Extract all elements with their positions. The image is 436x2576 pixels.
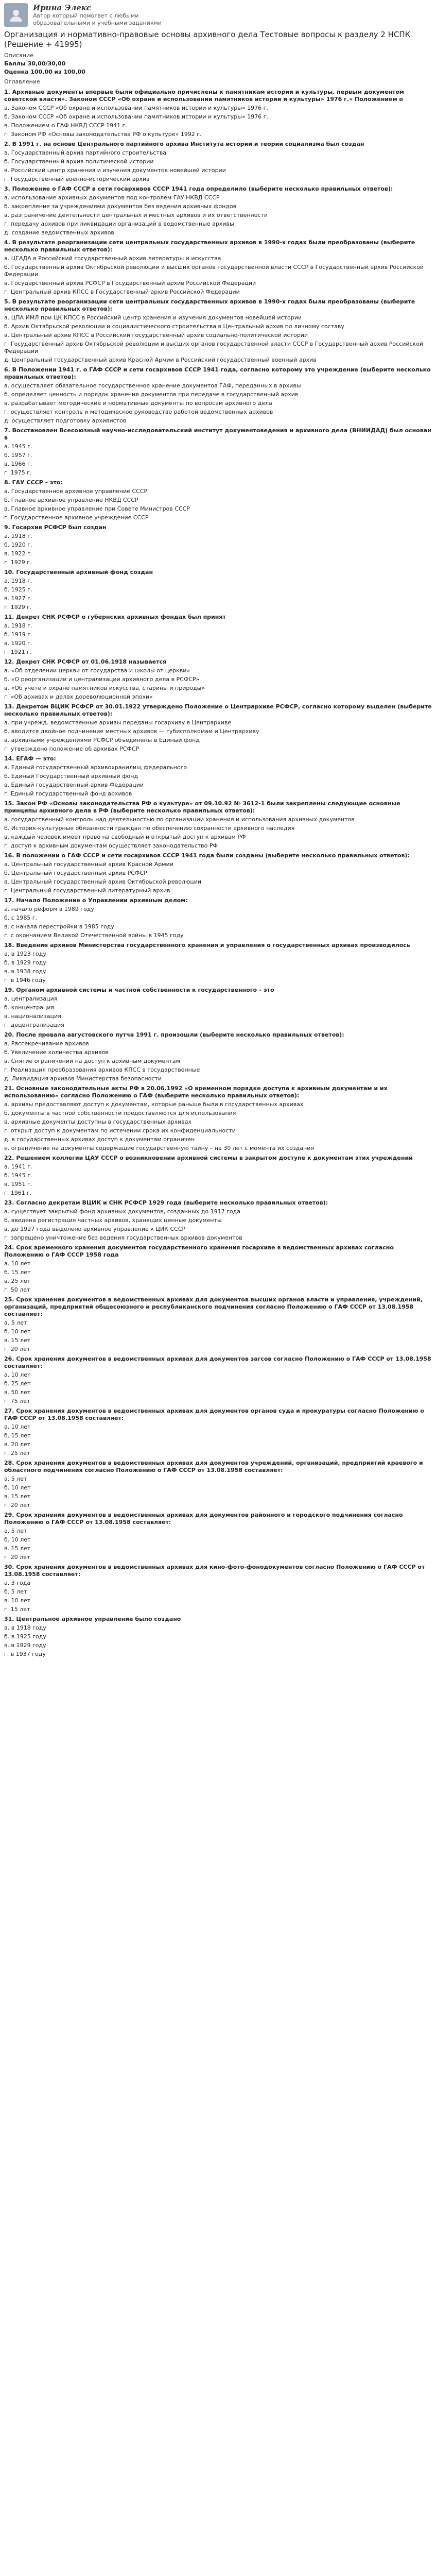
answer-option: г. Государственное архивное учреждение СССР [4, 514, 149, 521]
answer-option: г. 1921 г. [4, 649, 32, 655]
answer-option: г. в 1946 году [4, 977, 46, 984]
answer-option: б. закрепление за учреждениями документов без ведения архивных фондов [4, 203, 237, 210]
answer-option: г. 1929 г. [4, 559, 32, 566]
answer-option: б. 15 лет [4, 1269, 31, 1276]
answer-option: в. Российский центр хранения и изучения документов новейшей истории [4, 167, 226, 174]
answer-option: а. 1941 г. [4, 1163, 32, 1170]
answer-option: г. Единый государственный фонд архивов [4, 790, 132, 797]
answer-option: а. 5 лет [4, 1528, 27, 1534]
question-item [4, 703, 432, 753]
answer-option: б. концентрация [4, 1004, 55, 1011]
answer-option: а. Государственное архивное управление СССР [4, 488, 148, 495]
answer-option: б. Архив Октябрьской революции и социалистического строительства в Центральный архив по личному составу [4, 323, 344, 330]
question-item [4, 1616, 432, 1658]
answer-option: в. 1922 г. [4, 550, 32, 557]
question-item [4, 1460, 432, 1509]
question-text: 10. Государственный архивный фонд создан [4, 569, 153, 575]
question-text: 29. Срок хранения документов в ведомственных архивах для документов районного и городского подчинения согласно Положению о ГАФ СССР от 13.08.1958 составляет: [4, 1512, 403, 1526]
answer-option: г. с окончанием Великой Отечественной войны в 1945 году [4, 932, 184, 939]
answer-option: д. Ликвидация архивов Министерства безопасности [4, 1075, 162, 1082]
answer-option: в. «Об учете и охране памятников искусства, старины и природы» [4, 685, 205, 691]
question-item [4, 1296, 432, 1353]
question-text: 31. Центральное архивное управление было создано [4, 1616, 181, 1622]
score: Баллы 30,00/30,00 [4, 60, 66, 67]
answer-option: в. Центральный государственный архив Октябрьской революции [4, 878, 202, 885]
question-item [4, 1408, 432, 1457]
question-item [4, 852, 432, 894]
answer-option: б. Государственный архив политической истории [4, 158, 154, 165]
answer-option: а. начало реформ в 1989 году [4, 906, 94, 912]
question-text: 11. Декрет СНК РСФСР о губернских архивных фондах был принят [4, 614, 226, 620]
answer-option: в. архивными учреждениями РСФСР объединены в Единый фонд [4, 737, 200, 743]
answer-option: а. 5 лет [4, 1319, 27, 1326]
answer-option: е. ограничение на документы содержащие государственную тайну – на 30 лет с момента их создания [4, 1145, 314, 1151]
question-text: 1. Архивные документы впервые были официально причислены к памятникам истории и культуры. первым документом советской власти». Законом СССР «Об охране и использовании памятников истории и культуры» 1976 г.» Положением о [4, 89, 404, 103]
answer-option: д. осуществляет подготовку архивистов [4, 417, 127, 424]
question-text: 23. Согласно декретам ВЦИК и СНК РСФСР 1929 года (выберите несколько правильных ответов): [4, 1199, 328, 1206]
answer-option: а. централизация [4, 995, 58, 1002]
answer-option: б. 5 лет [4, 1588, 27, 1595]
question-text: 30. Срок хранения документов в ведомственных архивах для кино-фото-фонодокументов согласно Положению о ГАФ СССР от 13.08.1958 составляет: [4, 1564, 425, 1578]
answer-option: г. 20 лет [4, 1346, 30, 1352]
question-item [4, 569, 432, 611]
answer-option: в. 15 лет [4, 1545, 31, 1552]
user-icon [8, 7, 24, 23]
answer-option: а. 1918 г. [4, 622, 32, 629]
answer-option: д. в государственных архивах доступ к документам ограничен [4, 1136, 195, 1143]
answer-option: а. Государственный архив партийного строительства [4, 149, 167, 156]
answer-option: а. ЦПА ИМЛ при ЦК КПСС в Российский центр хранения и изучения документов новейшей истории [4, 314, 302, 321]
answer-option: в. Государственный архив РСФСР в Государственный архив Российской Федерации [4, 280, 256, 286]
answer-option: а. ЦГАДА в Российский государственный архив литературы и искусства [4, 255, 221, 262]
question-text: 3. Положение о ГАФ СССР в сети госархивов СССР 1941 года определило (выберите несколько правильных ответов): [4, 185, 393, 192]
answer-option: б. 25 лет [4, 1380, 31, 1387]
question-item [4, 1512, 432, 1561]
questions-list [4, 89, 432, 1658]
question-item [4, 755, 432, 798]
answer-option: в. 50 лет [4, 1389, 31, 1396]
question-text: 20. После провала августовского путча 1991 г. произошли (выберите несколько правильных ответов): [4, 1031, 344, 1038]
answer-option: г. в 1937 году [4, 1651, 46, 1657]
question-item [4, 185, 432, 236]
answer-option: в. до 1927 года выделено архивное управление к ЦИК СССР [4, 1226, 186, 1232]
answer-option: а. существует закрытый фонд архивных документов, созданных до 1917 года [4, 1208, 240, 1215]
answer-option: а. при учрежд. ведомственные архивы переданы госархиву в Центрархиве [4, 719, 232, 726]
question-text: 18. Введение архивов Министерства государственного хранения и управления о государственных архивах производилось [4, 942, 410, 948]
question-item [4, 1085, 432, 1152]
answer-option: г. 20 лет [4, 1554, 30, 1561]
author-name[interactable]: Ирина Элекс [33, 3, 92, 12]
question-item [4, 1199, 432, 1242]
answer-option: а. в 1923 году [4, 951, 46, 957]
answer-option: а. архивы предоставляют доступ к документам, которые раньше были в государственных архивах [4, 1101, 304, 1108]
question-item [4, 89, 432, 138]
answer-option: б. 10 лет [4, 1536, 31, 1543]
question-text: 28. Срок хранения документов в ведомственных архивах для документов учреждений, организаций, предприятий краевого и областного подчинения согласно Положению о ГАФ СССР от 13.08.1958 составляет: [4, 1460, 423, 1473]
question-text: 13. Декретом ВЦИК РСФСР от 30.01.1922 утверждено Положение о Центрархиве РСФСР, согласно которому выделен (выберите несколько правильных ответов): [4, 703, 432, 717]
question-item [4, 942, 432, 984]
answer-option: а. 1918 г. [4, 578, 32, 584]
question-item [4, 897, 432, 939]
answer-option: г. передачу архивов при ликвидации организаций в ведомственные архивы [4, 221, 234, 227]
answer-option: а. Рассекречивание архивов [4, 1040, 89, 1047]
author-description: Автор который помогает с любыми образовательными и учебными заданиями [33, 12, 162, 26]
answer-option: б. 10 лет [4, 1328, 31, 1335]
answer-option: б. Увеличение количества архивов [4, 1049, 109, 1056]
question-item [4, 524, 432, 566]
answer-option: б. Главное архивное управление НКВД СССР [4, 497, 138, 503]
answer-option: г. 50 лет [4, 1286, 30, 1293]
answer-option: а. 10 лет [4, 1260, 31, 1267]
answer-option: в. 15 лет [4, 1493, 31, 1500]
question-item [4, 1355, 432, 1405]
answer-option: в. 1927 г. [4, 595, 32, 602]
answer-option: д. создание ведомственных архивов [4, 229, 114, 236]
question-item [4, 366, 432, 425]
answer-option: б. Государственный архив Октябрьской революции и высших органов государственной власти СССР в Государственный архив Российской Федерации [4, 264, 424, 278]
answer-option: г. 75 лет [4, 1398, 30, 1404]
answer-option: а. 10 лет [4, 1371, 31, 1378]
answer-option: в. 1920 г. [4, 640, 32, 647]
answer-option: г. Центральный государственный литературный архив [4, 887, 170, 894]
question-text: 21. Основные законодательные акты РФ в 20.06.1992 «О временном порядке доступа к архивным документам и их использованию» согласно Положению о ГАФ (выберите несколько правильных ответов): [4, 1085, 388, 1099]
document-title: Организация и нормативно-правовые основы архивного дела Тестовые вопросы к разделу 2 НСПК (Решение + 41995) [4, 30, 411, 49]
answer-option: г. Законом РФ «Основы законодательства РФ о культуре» 1992 г. [4, 131, 202, 138]
answer-option: б. с 1985 г. [4, 914, 38, 921]
answer-option: а. «Об отделении церкви от государства и школы от церкви» [4, 667, 190, 674]
question-text: 25. Срок хранения документов в ведомственных архивах для документов высших органов власти и управления, учреждений, организаций, предприятий общесоюзного и республиканского подчинения согласно Положению о ГАФ СССР от 13.08.1958 составляет: [4, 1296, 423, 1317]
answer-option: в. Снятие ограничений на доступ к архивным документам [4, 1058, 180, 1064]
description-label: Описание [4, 52, 33, 59]
answer-option: а. Законом СССР «Об охране и использовании памятников истории и культуры» 1976 г. [4, 105, 268, 111]
answer-option: б. 1920 г. [4, 541, 32, 548]
question-text: 9. Госархив РСФСР был создан [4, 524, 107, 531]
question-text: 4. В результате реорганизации сети центральных государственных архивов в 1990-х годах были преобразованы (выберите несколько правильных ответов): [4, 239, 415, 253]
answer-option: б. вводится двойное подчинение местных архивов — губисполкомам и Центрархиву [4, 728, 259, 735]
question-item [4, 614, 432, 656]
answer-option: б. Центральный государственный архив РСФСР [4, 870, 147, 876]
question-text: 14. ЕГАФ — это: [4, 755, 56, 762]
answer-option: а. государственный контроль над деятельностью по организации хранения и использования архивных документов [4, 816, 355, 823]
answer-option: г. Государственный архив Октябрьской революции и высших органов государственной власти СССР в Государственный архив Российской Федерации [4, 341, 424, 354]
author-block [4, 3, 432, 27]
question-item [4, 1244, 432, 1294]
answer-option: б. документы в частной собственности предоставляются для использования [4, 1110, 236, 1116]
answer-option: г. Центральный архив КПСС в Государственный архив Российской Федерации [4, 289, 240, 295]
question-text: 26. Срок хранения документов в ведомственных архивах для документов загсов согласно Положению о ГАФ СССР от 13.08.1958 составляет: [4, 1355, 431, 1369]
answer-option: б. в 1929 году [4, 959, 46, 966]
answer-option: б. 1925 г. [4, 586, 32, 593]
question-item [4, 1564, 432, 1613]
question-item [4, 1031, 432, 1082]
answer-option: в. 20 лет [4, 1441, 31, 1448]
answer-option: в. разграничение деятельности центральных и местных архивов и их ответственности [4, 212, 268, 218]
answer-option: а. осуществляет обязательное государственное хранение документов ГАФ, переданных в архивы [4, 382, 301, 389]
answer-option: а. в 1918 году [4, 1624, 46, 1631]
answer-option: г. открыт доступ к документам по истечении срока их конфиденциальности [4, 1127, 236, 1134]
question-text: 22. Решением коллегии ЦАУ СССР о возникновении архивной системы в закрытом доступе к документам этих учреждений [4, 1155, 413, 1161]
question-item [4, 800, 432, 850]
answer-option: д. Центральный государственный архив Красной Армии в Российский государственный военный архив [4, 357, 317, 363]
answer-option: в. 25 лет [4, 1278, 31, 1284]
answer-option: б. 1945 г. [4, 1172, 32, 1179]
answer-option: б. введена регистрация частных архивов, хранящих ценные документы [4, 1217, 222, 1224]
answer-option: б. «О реорганизации и централизации архивного дела в РСФСР» [4, 676, 200, 683]
answer-option: в. в 1938 году [4, 968, 46, 975]
answer-option: в. национализация [4, 1013, 61, 1020]
answer-option: в. 10 лет [4, 1597, 31, 1604]
question-item [4, 1155, 432, 1197]
answer-option: б. 1957 г. [4, 452, 32, 459]
answer-option: г. 1961 г. [4, 1190, 32, 1196]
answer-option: а. использование архивных документов под контролем ГАУ НКВД СССР [4, 194, 220, 201]
question-text: 5. В результате реорганизации сети центральных государственных архивов в 1990-х годах были преобразованы (выберите несколько правильных ответов): [4, 298, 415, 312]
question-text: 6. В Положении 1941 г. о ГАФ СССР и сети госархивов СССР 1941 года, согласно которому это учреждение (выберите несколько правильных ответов): [4, 366, 431, 380]
answer-option: в. в 1929 году [4, 1642, 46, 1649]
question-text: 8. ГАУ СССР – это: [4, 479, 63, 486]
question-item [4, 239, 432, 296]
question-text: 24. Срок временного хранения документов государственного хранения госархиве в ведомственных архивах согласно Положению о ГАФ СССР 1958 года [4, 1244, 394, 1258]
answer-option: г. 1929 г. [4, 604, 32, 611]
question-item [4, 987, 432, 1029]
answer-option: г. Реализация преобразования архивов КПСС в государственные [4, 1066, 200, 1073]
answer-option: в. 1966 г. [4, 461, 32, 467]
question-text: 7. Восстановлен Всесоюзный научно-исследовательский институт документоведения и архивного дела (ВНИИДАД) был основан в [4, 427, 431, 441]
answer-option: в. Главное архивное управление при Совете Министров СССР [4, 505, 190, 512]
answer-option: в. архивные документы доступны в государственных архивах [4, 1118, 191, 1125]
toc-label: Оглавление [4, 78, 40, 85]
answer-option: г. децентрализация [4, 1022, 64, 1028]
answer-option: в. Единый государственный архив Федерации [4, 782, 144, 788]
question-text: 12. Декрет СНК РСФСР от 01.06.1918 называется [4, 658, 167, 665]
answer-option: в. Положением о ГАФ НКВД СССР 1941 г. [4, 122, 127, 129]
answer-option: г. доступ к архивным документам осуществляет законодательство РФ [4, 842, 218, 849]
answer-option: а. 5 лет [4, 1476, 27, 1482]
answer-option: г. 1975 г. [4, 469, 32, 476]
answer-option: б. Единый Государственный архивный фонд [4, 773, 138, 779]
answer-option: б. определяет ценность и порядок хранения документов при передаче в государственный архив [4, 391, 299, 398]
question-item [4, 427, 432, 477]
answer-option: а. 10 лет [4, 1423, 31, 1430]
answer-option: в. разрабатывает методические и нормативные документы по вопросам архивного дела [4, 400, 272, 406]
author-info [33, 3, 187, 27]
answer-option: а. 1918 г. [4, 533, 32, 539]
answer-option: в. с начала перестройки в 1985 году [4, 923, 114, 930]
answer-option: г. «Об архивах и делах дореволюционной эпохи» [4, 693, 153, 700]
answer-option: г. утверждено положение об архивах РСФСР [4, 745, 139, 752]
question-item [4, 298, 432, 364]
answer-option: б. 10 лет [4, 1484, 31, 1491]
answer-option: г. осуществляет контроль и методическое руководство работой ведомственных архивов [4, 409, 273, 415]
avatar[interactable] [4, 3, 28, 27]
answer-option: б. Законом СССР «Об охране и использовании памятников истории и культуры» 1976 г. [4, 113, 268, 120]
answer-option: а. Центральный государственный архив Красной Армии [4, 861, 173, 868]
question-text: 27. Срок хранения документов в ведомственных архивах для документов органов суда и прокуратуры согласно Положению о ГАФ СССР от 13.08.1958 составляет: [4, 1408, 424, 1421]
answer-option: б. Историк-культурные обязанности граждан по обеспечению сохранности архивного наследия [4, 825, 295, 832]
answer-option: в. 1951 г. [4, 1181, 32, 1188]
answer-option: а. 3 года [4, 1580, 31, 1586]
answer-option: б. 15 лет [4, 1432, 31, 1439]
answer-option: г. 20 лет [4, 1502, 30, 1509]
answer-option: в. Центральный архив КПСС в Российский государственный архив социально-политической истории [4, 332, 308, 338]
question-item [4, 141, 432, 183]
answer-option: а. Единый государственный архивохранилищ федерального [4, 764, 187, 771]
question-item [4, 479, 432, 521]
question-text: 16. В положении о ГАФ СССР и сети госархивов СССР 1941 года были созданы (выберите несколько правильных ответов): [4, 852, 410, 859]
answer-option: а. 1945 г. [4, 443, 32, 450]
answer-option: в. 15 лет [4, 1337, 31, 1344]
question-text: 17. Начало Положение о Управлении архивным делом: [4, 897, 188, 904]
question-text: 19. Органом архивной системы и частной собственности к государственного – это [4, 987, 274, 993]
answer-option: б. в 1925 году [4, 1633, 46, 1640]
question-text: 15. Закон РФ «Основы законодательства РФ о культуре» от 09.10.92 № 3612-1 были закреплены следующие основные принципы архивного дела в РФ (выберите несколько правильных ответов): [4, 800, 400, 814]
answer-option: г. 15 лет [4, 1606, 30, 1613]
question-text: 2. В 1991 г. на основе Центрального партийного архива Института истории и теории социализма был создан [4, 141, 364, 147]
answer-option: г. 25 лет [4, 1450, 30, 1456]
answer-option: б. 1919 г. [4, 631, 32, 638]
answer-option: в. каждый человек имеет право на свободный и открытый доступ к архивам РФ [4, 834, 246, 840]
answer-option: г. Государственный военно-исторический архив [4, 176, 150, 182]
question-item [4, 658, 432, 701]
answer-option: г. запрещено уничтожение без ведения государственных архивов документов [4, 1234, 242, 1241]
grade: Оценка 100,00 из 100,00 [4, 69, 85, 75]
